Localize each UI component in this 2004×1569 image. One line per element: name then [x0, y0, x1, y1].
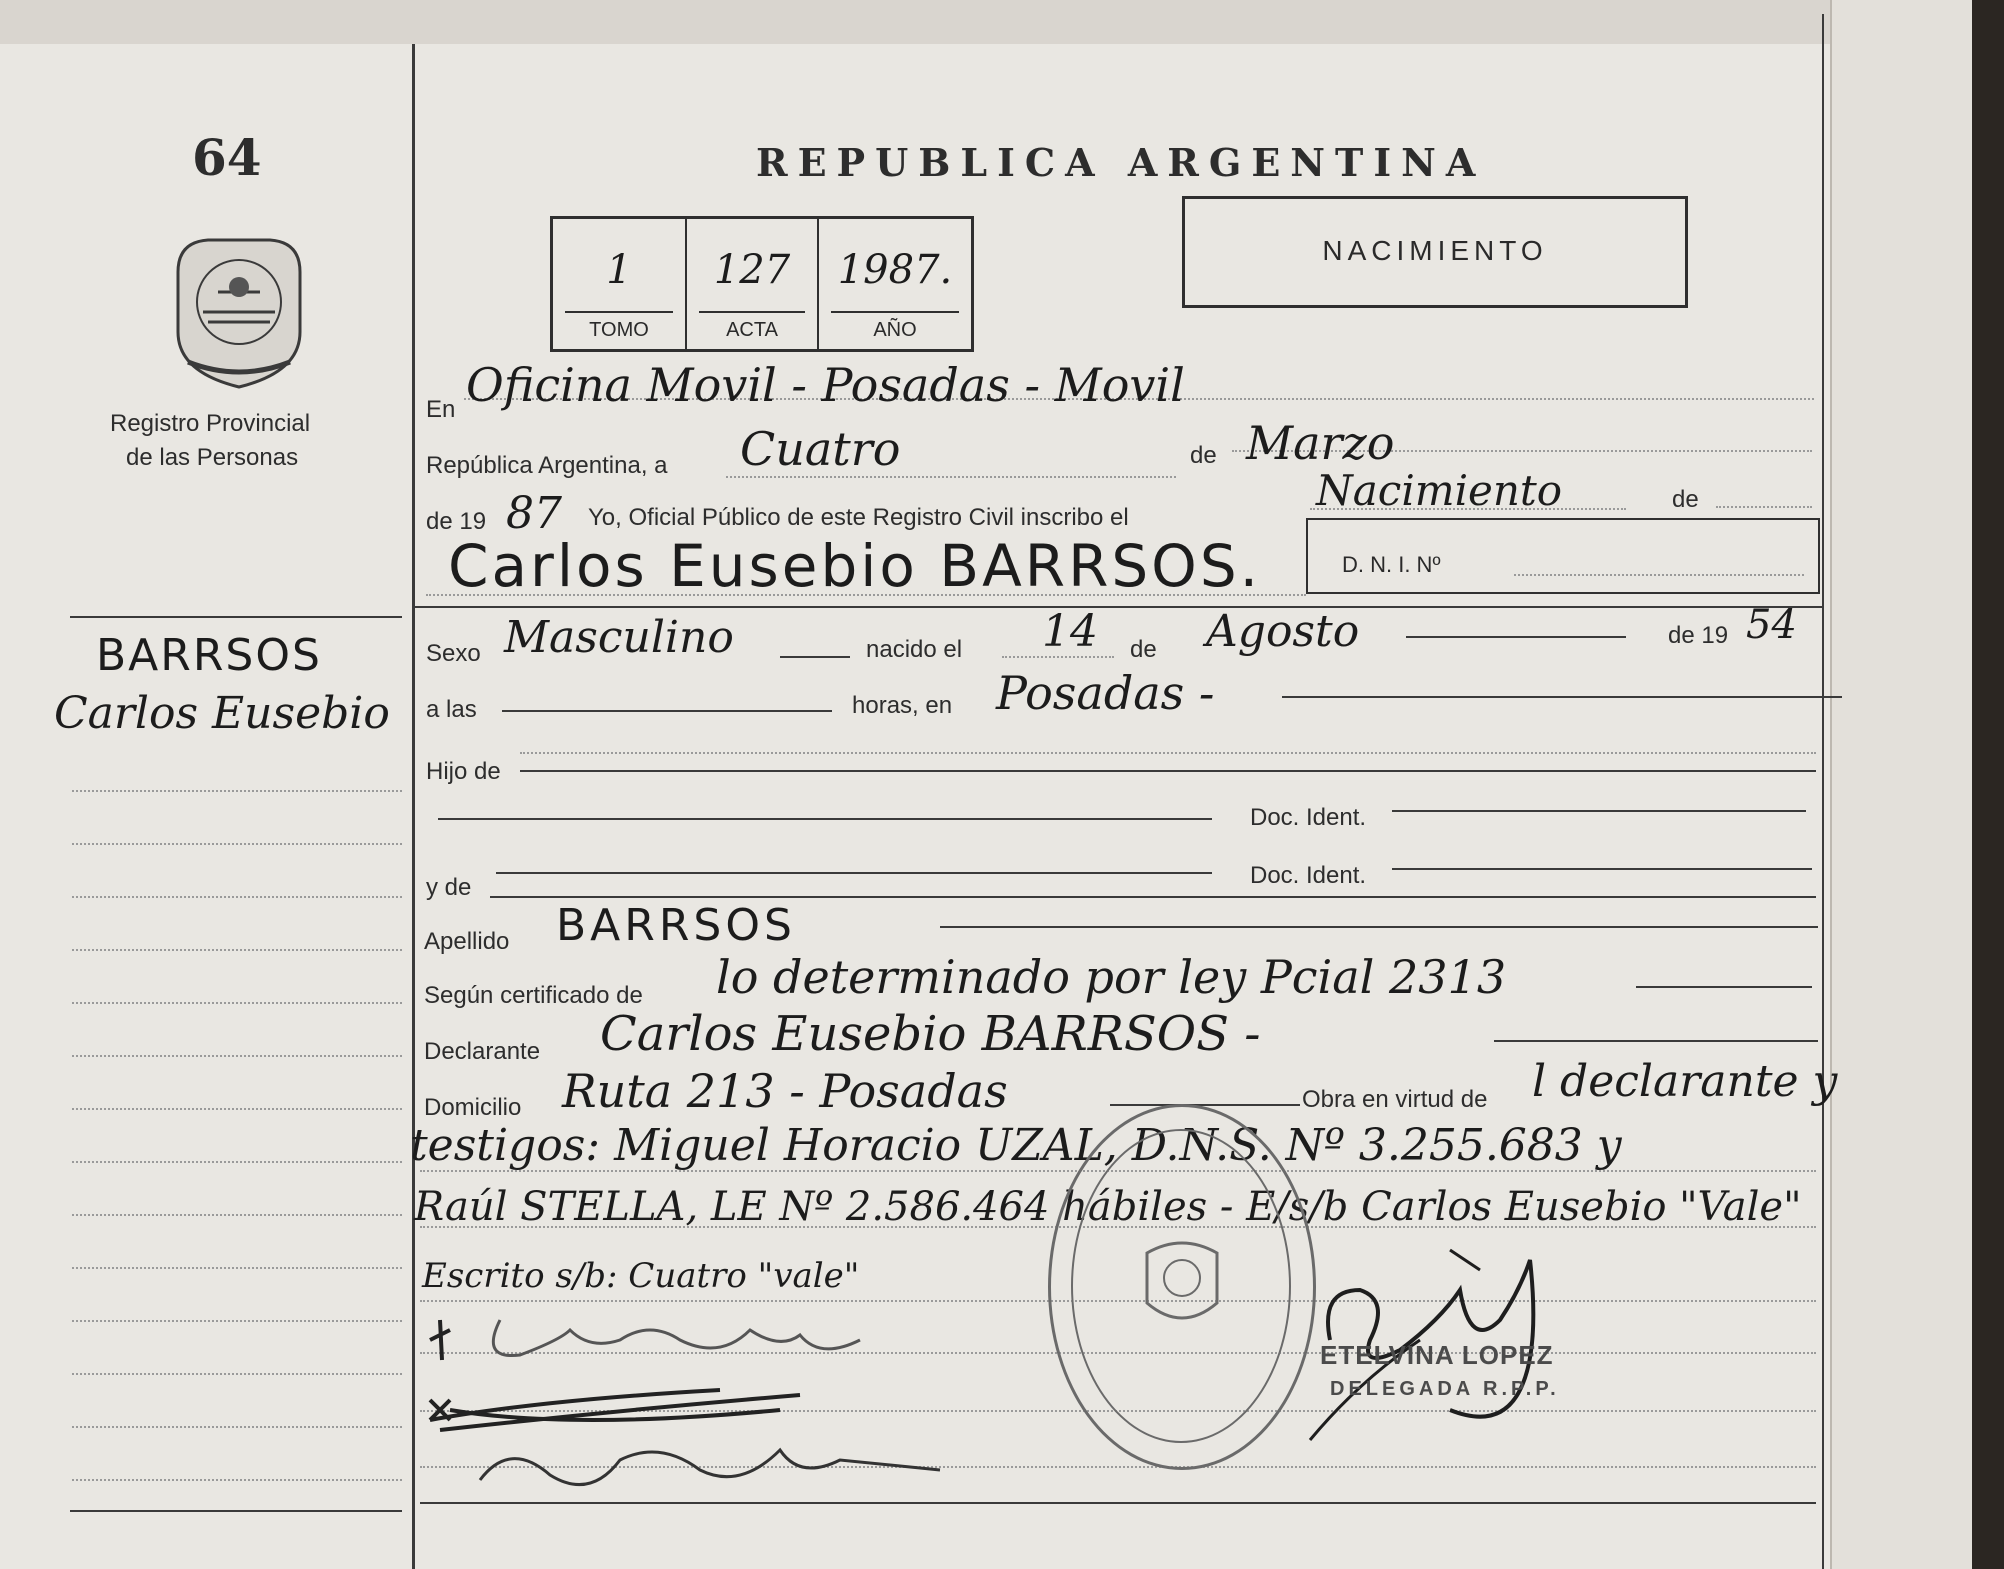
label-sexo: Sexo — [426, 640, 481, 667]
label-de-19: de 19 — [426, 508, 487, 535]
dni-line — [1514, 574, 1804, 576]
dia-line — [726, 476, 1176, 478]
nombre-line — [426, 594, 1306, 596]
acta-cell — [687, 219, 819, 349]
anio-line — [831, 311, 959, 313]
anio-value: 1987. — [837, 247, 953, 293]
dni-label: D. N. I. Nº — [1342, 552, 1441, 577]
margin-line — [72, 1108, 402, 1110]
padre-dash — [438, 818, 1212, 820]
page-number: 64 — [192, 128, 262, 187]
margin-line — [72, 949, 402, 951]
value-sexo: Masculino — [504, 612, 734, 663]
apellido-dash — [940, 926, 1818, 928]
margin-line — [72, 1320, 402, 1322]
certificado-dash — [1636, 986, 1812, 988]
margin-line — [72, 843, 402, 845]
nac-mes-dash — [1406, 636, 1626, 638]
country-heading: REPUBLICA ARGENTINA — [756, 140, 1486, 185]
dni-box — [1306, 518, 1820, 594]
margin-divider — [412, 44, 415, 1569]
margin-line — [72, 1426, 402, 1428]
form-right-border — [1822, 14, 1824, 1569]
margin-line — [72, 1214, 402, 1216]
official-stamp-title: DELEGADA R.P.P. — [1330, 1378, 1560, 1400]
value-apellido: BARRSOS — [556, 900, 796, 951]
label-de-nac-mes: de — [1130, 636, 1157, 663]
label-declarante: Declarante — [424, 1038, 541, 1065]
margin-given-names: Carlos Eusebio — [54, 688, 390, 739]
label-a-las: a las — [426, 696, 477, 723]
value-dia: Cuatro — [740, 422, 901, 476]
margin-surname: BARRSOS — [96, 630, 322, 681]
label-en: En — [426, 396, 456, 423]
margin-line — [72, 1161, 402, 1163]
label-domicilio: Domicilio — [424, 1094, 522, 1121]
anio-label: AÑO — [873, 319, 917, 341]
doc-type-box — [1182, 196, 1688, 308]
value-domicilio: Ruta 213 - Posadas — [562, 1064, 1008, 1118]
lugar-nac-dash — [1282, 696, 1842, 698]
value-mes: Marzo — [1246, 416, 1395, 470]
margin-line — [72, 896, 402, 898]
province-emblem — [168, 232, 310, 392]
label-de-mes: de — [1190, 442, 1217, 469]
value-testigos-2: Raúl STELLA, LE Nº 2.586.464 hábiles - E/s/b Carlos Eusebio "Vale" — [414, 1184, 1802, 1230]
value-lugar-nac: Posadas - — [996, 666, 1215, 720]
official-stamp-name: ETELVINA LOPEZ — [1320, 1340, 1554, 1370]
acta-label: ACTA — [726, 319, 778, 341]
doc-type-title: NACIMIENTO — [1322, 235, 1548, 266]
form-section-rule — [414, 606, 1822, 608]
acto-tail-line — [1716, 506, 1812, 508]
declarant-signature — [420, 1300, 1020, 1530]
facing-page-edge — [1830, 0, 1972, 1569]
anio-cell — [819, 219, 971, 349]
value-anio-corto: 87 — [506, 488, 562, 539]
label-y-de: y de — [426, 874, 472, 901]
value-nombre-completo: Carlos Eusebio BARRSOS. — [448, 532, 1262, 600]
value-testigos-1: testigos: Miguel Horacio UZAL, D.N.S. Nº 3.255.683 y — [410, 1120, 1622, 1171]
margin-line — [72, 1373, 402, 1375]
label-apellido: Apellido — [424, 928, 510, 955]
value-certificado: lo determinado por ley Pcial 2313 — [716, 950, 1507, 1004]
registry-seal — [1048, 1104, 1316, 1470]
margin-line — [72, 1479, 402, 1481]
tomo-line — [565, 311, 673, 313]
hijo-de-dash — [520, 770, 1816, 772]
label-doc-ident-2: Doc. Ident. — [1250, 862, 1367, 889]
label-obra: Obra en virtud de — [1302, 1086, 1488, 1113]
tomo-value: 1 — [606, 247, 632, 293]
value-declarante: Carlos Eusebio BARRSOS - — [600, 1006, 1261, 1062]
label-republica: República Argentina, a — [426, 452, 668, 479]
label-yo-oficial: Yo, Oficial Público de este Registro Civil inscribo el — [588, 504, 1129, 531]
parents-rule — [490, 896, 1816, 898]
value-nacido-dia: 14 — [1042, 606, 1098, 657]
acta-line — [699, 311, 805, 313]
declarante-dash — [1494, 1040, 1818, 1042]
label-segun: Según certificado de — [424, 982, 643, 1009]
tomo-cell — [553, 219, 687, 349]
label-nacido-el: nacido el — [866, 636, 963, 663]
record-number-box — [550, 216, 974, 352]
doc-ident-2-dash — [1392, 868, 1812, 870]
acta-value: 127 — [713, 247, 791, 293]
doc-ident-1-dash — [1392, 810, 1806, 812]
misiones-shield-icon — [168, 232, 310, 392]
registry-name-line2: de las Personas — [126, 444, 299, 471]
value-nacido-anio: 54 — [1746, 602, 1797, 648]
margin-line — [72, 1002, 402, 1004]
margin-rule — [70, 616, 402, 618]
margin-line — [72, 1267, 402, 1269]
madre-dash — [496, 872, 1212, 874]
hijo-de-line — [520, 752, 1816, 754]
page-top-edge — [0, 0, 1965, 44]
label-de-acto: de — [1672, 486, 1699, 513]
a-las-dash — [502, 710, 832, 712]
label-horas-en: horas, en — [852, 692, 953, 719]
label-doc-ident-1: Doc. Ident. — [1250, 804, 1367, 831]
value-obra: l declarante y — [1532, 1056, 1838, 1107]
value-lugar: Oficina Movil - Posadas - Movil — [466, 358, 1185, 412]
margin-line — [72, 1055, 402, 1057]
sexo-dash — [780, 656, 850, 658]
margin-line — [72, 790, 402, 792]
label-hijo-de: Hijo de — [426, 758, 501, 785]
tomo-label: TOMO — [589, 319, 649, 341]
domicilio-dash — [1110, 1104, 1300, 1106]
value-escrito: Escrito s/b: Cuatro "vale" — [422, 1256, 860, 1296]
label-de-19-nac: de 19 — [1668, 622, 1729, 649]
seal-emblem-icon — [1137, 1233, 1227, 1333]
value-acto: Nacimiento — [1316, 466, 1563, 515]
registry-name-line1: Registro Provincial — [110, 410, 311, 437]
margin-bottom-rule — [70, 1510, 402, 1512]
value-nacido-mes: Agosto — [1206, 606, 1360, 657]
